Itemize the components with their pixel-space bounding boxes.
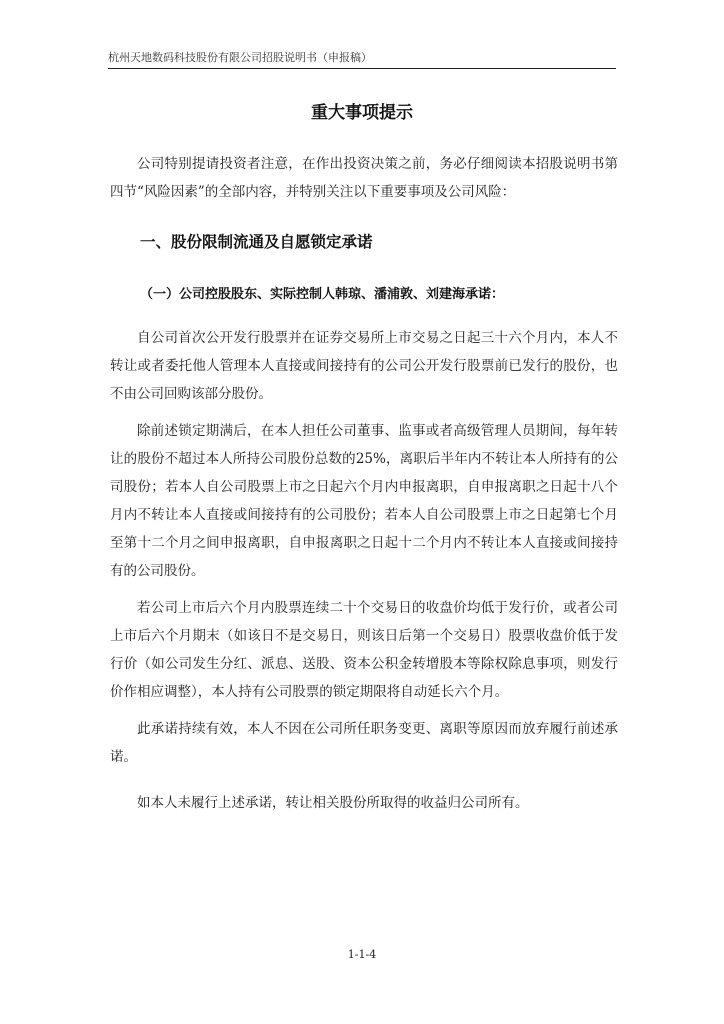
body-paragraph: 若公司上市后六个月内股票连续二十个交易日的收盘价均低于发行价，或者公司上市后六个月期末（如该日不是交易日，则该日后第一个交易日）股票收盘价低于发行价（如公司发生分红、派息、送股、资本公积金转增股本等除权除息事项，则发行价作相应调整），本人持有公司股票的锁定期限将自动延长六个月。 <box>110 600 618 700</box>
body-paragraph: 除前述锁定期满后，在本人担任公司董事、监事或者高级管理人员期间，每年转让的股份不超过本人所持公司股份总数的25%，离职后半年内不转让本人所持有的公司股份；若本人自公司股票上市之日起六个月内申报离职，自申报离职之日起十八个月内不转让本人直接或间接持有的公司股份；若本人自公司股票上市之日起第七个月至第十二个月之间申报离职，自申报离职之日起十二个月内不转让本人直接或间接持有的公司股份。 <box>110 423 618 579</box>
page-title: 重大事项提示 <box>311 103 413 123</box>
body-paragraph: 自公司首次公开发行股票并在证券交易所上市交易之日起三十六个月内，本人不转让或者委托他人管理本人直接或间接持有的公司公开发行股票前已发行的股份，也不由公司回购该部分股份。 <box>110 330 618 402</box>
header-text: 杭州天地数码科技股份有限公司招股说明书（申报稿） <box>108 51 372 64</box>
body-paragraph: 此承诺持续有效，本人不因在公司所任职务变更、离职等原因而放弃履行前述承诺。 <box>110 721 618 765</box>
page-number: 1-1-4 <box>347 948 377 961</box>
body-paragraph: 如本人未履行上述承诺，转让相关股份所取得的收益归公司所有。 <box>137 795 529 811</box>
commitment-body <box>110 324 618 826</box>
intro-paragraph: 公司特别提请投资者注意，在作出投资决策之前，务必仔细阅读本招股说明书第四节“风险因素”的全部内容，并特别关注以下重要事项及公司风险： <box>110 156 618 200</box>
section-heading: 一、股份限制流通及自愿锁定承诺 <box>140 233 373 251</box>
document-header <box>108 48 616 69</box>
subsection-heading: （一）公司控股股东、实际控制人韩琼、潘浦敦、刘建海承诺： <box>140 287 505 302</box>
